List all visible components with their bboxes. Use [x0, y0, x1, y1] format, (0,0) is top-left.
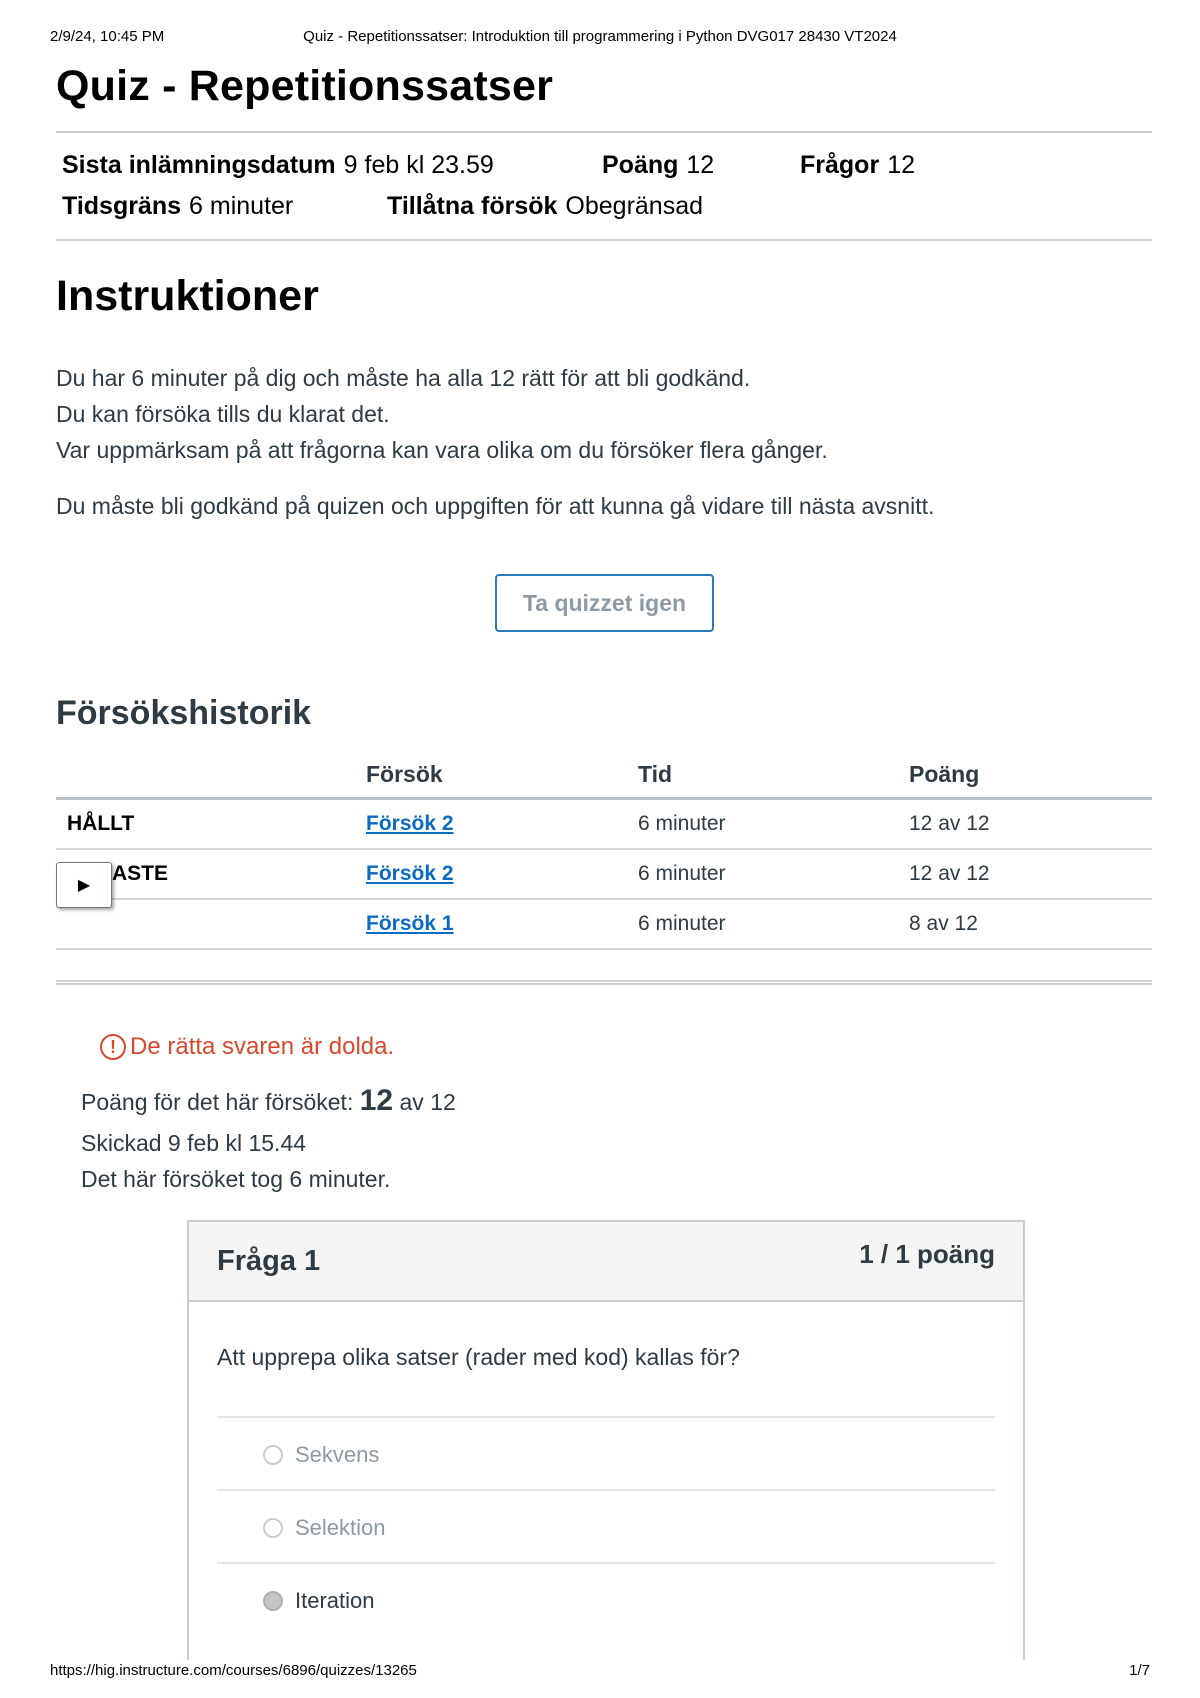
- attempt-score: 12 av 12: [909, 812, 990, 835]
- play-icon: ▶: [77, 877, 91, 894]
- attempt-score-value: 12: [359, 1084, 394, 1117]
- attempt-link[interactable]: Försök 2: [366, 862, 454, 885]
- attempt-link[interactable]: Försök 1: [366, 912, 454, 935]
- answer-option-selected[interactable]: [217, 1562, 995, 1635]
- points-label: Poäng: [602, 151, 679, 179]
- time-limit-value: 6 minuter: [189, 192, 294, 220]
- radio-button[interactable]: [263, 1518, 283, 1538]
- divider: [56, 983, 1152, 985]
- attempt-score: [81, 1084, 456, 1118]
- row-label: HÅLLT: [67, 812, 135, 835]
- questions-detail: [800, 151, 915, 180]
- retake-quiz-button[interactable]: Ta quizzet igen: [495, 574, 714, 632]
- allowed-attempts: [387, 192, 703, 221]
- answer-option[interactable]: [217, 1416, 995, 1489]
- attempt-history-table: [56, 752, 1152, 982]
- column-header-score: Poäng: [909, 761, 980, 787]
- table-footer: [56, 950, 1152, 982]
- attempt-time: 6 minuter: [638, 862, 726, 885]
- points-value: 12: [686, 151, 715, 179]
- divider: [56, 239, 1152, 241]
- question-header: [189, 1222, 1023, 1302]
- attempt-time: 6 minuter: [638, 812, 726, 835]
- answer-list: [217, 1416, 995, 1635]
- answer-label: Sekvens: [295, 1442, 380, 1467]
- due-date-value: 9 feb kl 23.59: [343, 151, 494, 179]
- play-button[interactable]: [56, 862, 112, 908]
- table-header-row: [56, 752, 1152, 800]
- question-points: 1 / 1 poäng: [859, 1239, 995, 1269]
- print-timestamp: 2/9/24, 10:45 PM: [50, 28, 165, 45]
- page-number: 1/7: [1129, 1662, 1150, 1679]
- answers-hidden-notice: [100, 1033, 394, 1061]
- table-row: [56, 900, 1152, 950]
- allowed-attempts-label: Tillåtna försök: [387, 192, 558, 220]
- answer-option[interactable]: [217, 1489, 995, 1562]
- instructions-line: Du har 6 minuter på dig och måste ha alla 12 rätt för att bli godkänd.: [56, 365, 751, 391]
- attempt-score: 8 av 12: [909, 912, 978, 935]
- print-header: [50, 28, 1150, 48]
- table-row: [56, 800, 1152, 850]
- submitted-time: Skickad 9 feb kl 15.44: [81, 1130, 307, 1156]
- print-document-title: Quiz - Repetitionssatser: Introduktion till programmering i Python DVG017 28430 VT2024: [303, 28, 897, 45]
- answers-hidden-text: De rätta svaren är dolda.: [130, 1033, 395, 1060]
- instructions-line: Var uppmärksam på att frågorna kan vara olika om du försöker flera gånger.: [56, 437, 828, 463]
- questions-value: 12: [887, 151, 915, 179]
- question-text: Att upprepa olika satser (rader med kod) kallas för?: [217, 1344, 740, 1370]
- due-date-label: Sista inlämningsdatum: [62, 151, 336, 179]
- attempt-score-suffix: av 12: [399, 1089, 456, 1115]
- answer-label: Iteration: [295, 1588, 375, 1613]
- instructions-heading: Instruktioner: [56, 272, 319, 320]
- attempt-history-heading: Försökshistorik: [56, 694, 312, 732]
- attempt-score: 12 av 12: [909, 862, 990, 885]
- points-detail: [602, 151, 714, 180]
- row-label: ASTE: [112, 862, 169, 885]
- column-header-attempt: Försök: [366, 761, 443, 787]
- time-limit: [62, 192, 293, 221]
- attempt-link[interactable]: Försök 2: [366, 812, 454, 835]
- instructions-line: Du måste bli godkänd på quizen och uppgiften för att kunna gå vidare till nästa avsnitt.: [56, 493, 935, 519]
- answer-label: Selektion: [295, 1515, 386, 1540]
- question-card: [187, 1220, 1025, 1660]
- attempt-score-prefix: Poäng för det här försöket:: [81, 1089, 354, 1115]
- column-header-time: Tid: [638, 761, 673, 787]
- radio-button-selected[interactable]: [263, 1591, 283, 1611]
- attempt-duration: Det här försöket tog 6 minuter.: [81, 1166, 391, 1192]
- table-row: [56, 850, 1152, 900]
- divider: [56, 131, 1152, 133]
- attempt-time: 6 minuter: [638, 912, 726, 935]
- alert-icon: !: [100, 1034, 126, 1060]
- instructions-line: Du kan försöka tills du klarat det.: [56, 401, 390, 427]
- question-name: Fråga 1: [217, 1245, 321, 1277]
- page-title: Quiz - Repetitionssatser: [56, 62, 554, 110]
- questions-label: Frågor: [800, 151, 880, 179]
- allowed-attempts-value: Obegränsad: [565, 192, 704, 220]
- page-url: https://hig.instructure.com/courses/6896/quizzes/13265: [50, 1662, 417, 1679]
- time-limit-label: Tidsgräns: [62, 192, 182, 220]
- due-date: [62, 151, 494, 180]
- radio-button[interactable]: [263, 1445, 283, 1465]
